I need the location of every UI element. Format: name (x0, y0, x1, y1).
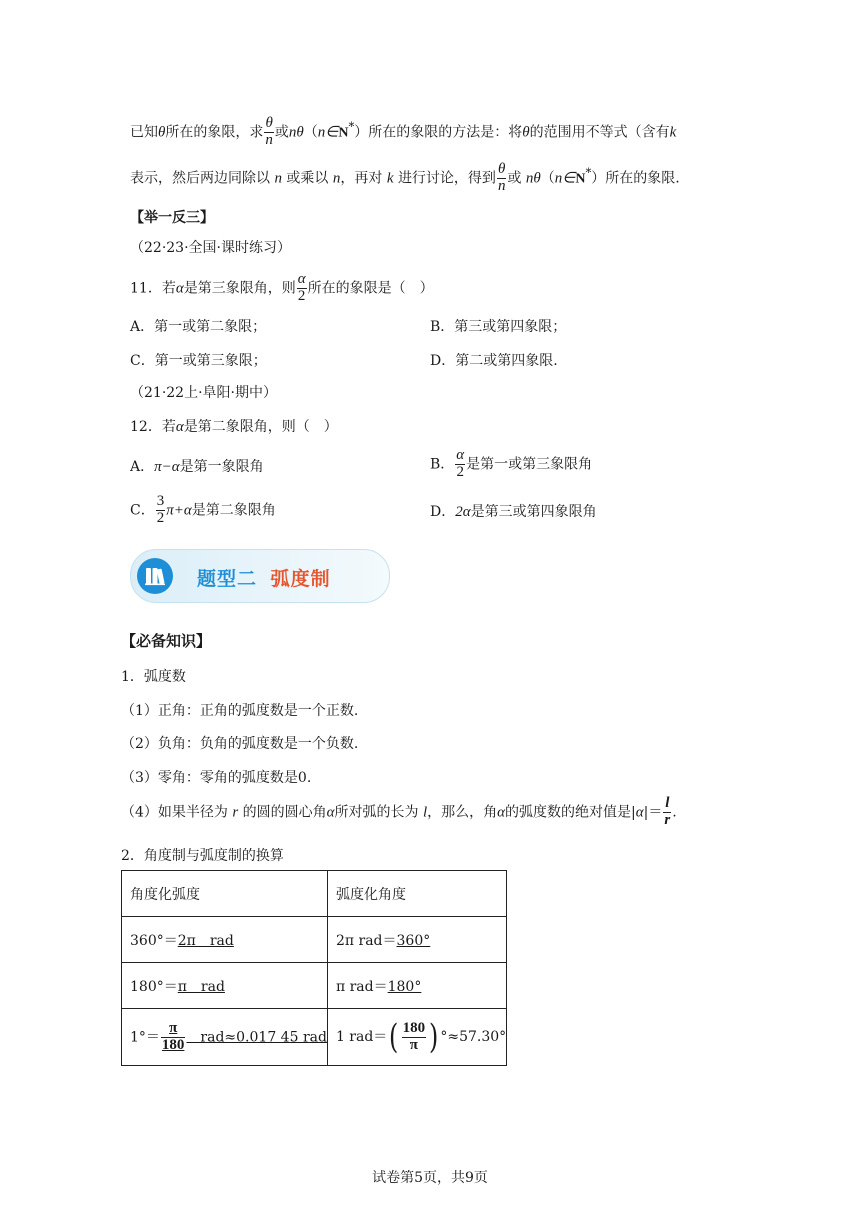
set-N: N (338, 125, 349, 141)
table-row (122, 1009, 507, 1066)
books-icon (137, 558, 173, 594)
knowledge-p2: （2）负角：负角的弧度数是一个负数. (121, 736, 359, 752)
answer-blank: rad≈0.017 45 rad (186, 1029, 327, 1045)
text: 若 (161, 280, 176, 297)
text: 表示，然后两边同除以 (130, 170, 270, 187)
denominator: n (497, 177, 506, 194)
text: 的圆的圆心角 (242, 804, 327, 821)
symbol-k: k (669, 124, 677, 141)
knowledge-p3: （3）零角：零角的弧度数是0. (121, 770, 312, 786)
denominator: 180 (161, 1036, 185, 1053)
expr: π− (154, 459, 172, 475)
set-expr: n∈ (554, 170, 576, 187)
table-cell (327, 917, 506, 963)
text: 已知 (130, 124, 158, 141)
table-row (122, 963, 507, 1009)
option-text: 是第三或第四象限角 (470, 504, 597, 520)
method-line-2: 表示，然后两边同除以 n 或乘以 n，再对 k 进行讨论，得到 $\frac{\theta}{n}$ 或 nθ（n∈N*）所在的象限. (130, 161, 680, 194)
text: 所在的象限是（ ） (307, 280, 434, 297)
option-12-D[interactable] (430, 501, 597, 521)
table-cell (122, 917, 328, 963)
option-label: A． (130, 459, 155, 475)
set-expr: n∈ (317, 124, 339, 141)
fraction-theta-over-n (497, 162, 507, 195)
text: 或乘以 (286, 170, 329, 187)
question-number: 11． (130, 280, 162, 297)
table-header: 弧度化角度 (327, 871, 506, 917)
numerator: α (297, 271, 306, 287)
set-N: N (575, 171, 586, 187)
option-label: B． (430, 456, 455, 473)
text: 所在的象限，求 (165, 124, 264, 141)
option-11-C[interactable]: C．第一或第三象限； (130, 353, 267, 369)
option-11-B[interactable]: B．第三或第四象限； (430, 319, 567, 335)
text: 是第三象限角，则 (183, 280, 296, 297)
denominator: π (409, 1036, 418, 1053)
source-label: （21·22上·阜阳·期中） (130, 385, 277, 401)
banner-title: 题型二 (197, 568, 258, 590)
text: ，再对 (340, 170, 383, 187)
conversion-table (121, 870, 507, 1066)
knowledge-p4: （4）如果半径为 r 的圆的圆心角α所对弧的长为 l，那么，角α的弧度数的绝对值是|α|＝ $\frac{l}{r}$ . (121, 795, 677, 828)
denominator: 2 (456, 463, 464, 480)
option-12-C[interactable] (130, 494, 276, 527)
text: 或 (507, 170, 522, 187)
option-text: 是第一象限角 (179, 459, 264, 475)
question-12-stem (130, 416, 338, 436)
numerator: π (161, 1021, 186, 1038)
text: 1°＝ (130, 1029, 160, 1045)
source-label: （22·23·全国·课时练习） (130, 240, 291, 256)
option-text: 是第一或第三象限角 (466, 456, 593, 473)
table-cell (122, 963, 328, 1009)
symbol-alpha: α (175, 280, 184, 297)
knowledge-item-1: 1．弧度数 (121, 669, 186, 685)
text: （4）如果半径为 (121, 804, 228, 821)
symbol-n: n (288, 124, 297, 141)
answer-blank: 2π rad (177, 932, 234, 949)
section-banner (130, 549, 390, 603)
fraction-180-over-pi (402, 1021, 427, 1054)
knowledge-p1: （1）正角：正角的弧度数是一个正数. (121, 703, 359, 719)
fraction-alpha-over-2 (297, 272, 307, 305)
denominator: 2 (156, 509, 165, 526)
symbol-r: r (232, 804, 239, 821)
text: 所对弧的长为 (334, 804, 419, 821)
text: °≈57.30° (440, 1029, 507, 1045)
page-footer: 试卷第5页，共9页 (372, 1170, 488, 1186)
star: * (585, 165, 592, 180)
numerator: θ (265, 115, 273, 131)
denominator: n (265, 131, 273, 148)
symbol-k: k (386, 170, 394, 187)
answer-blank: π rad (177, 978, 225, 995)
symbol-alpha: α (497, 804, 506, 821)
numerator: 180 (402, 1019, 426, 1036)
table-header: 角度化弧度 (122, 871, 328, 917)
fraction-l-over-r (663, 796, 671, 829)
option-11-A[interactable]: A．第一或第二象限； (130, 319, 267, 335)
denominator: r (664, 811, 671, 828)
symbol-l: l (423, 804, 428, 821)
text: |＝ (643, 804, 663, 821)
text: 180°＝ (130, 978, 178, 995)
symbol-alpha: α (183, 502, 192, 519)
symbol-n: n (332, 170, 341, 187)
text: 360°＝ (130, 932, 178, 949)
symbol-alpha: α (462, 504, 471, 520)
text: ）所在的象限. (591, 170, 680, 187)
symbol-n: n (525, 170, 534, 187)
banner-label (197, 564, 331, 591)
numerator: 3 (156, 493, 165, 509)
coefficient: 2 (455, 504, 463, 520)
text: π rad＝ (335, 978, 388, 995)
text: 的弧度数的绝对值是| (505, 804, 636, 821)
numerator: α (456, 447, 465, 463)
question-number: 12． (130, 419, 162, 435)
option-11-D[interactable]: D．第二或第四象限. (430, 353, 558, 369)
banner-subtitle: 弧度制 (270, 568, 331, 590)
section-heading-knowledge: 【必备知识】 (121, 632, 212, 650)
numerator: l (665, 795, 670, 811)
star: * (348, 119, 355, 134)
denominator: 2 (297, 287, 306, 304)
text: ）所在的象限的方法是：将 (354, 124, 523, 141)
option-12-B[interactable] (430, 448, 592, 481)
table-cell (327, 963, 506, 1009)
fraction-3-over-2 (156, 494, 166, 527)
paren-group: ( $\frac{180}{\pi}$ ) (389, 1017, 439, 1057)
fraction-alpha-over-2 (455, 448, 465, 481)
expr: π+ (166, 502, 184, 519)
symbol-alpha: α (635, 804, 644, 821)
option-text: 是第二象限角 (191, 502, 276, 519)
answer-blank: 360° (396, 932, 431, 949)
symbol-theta: θ (533, 170, 541, 187)
symbol-alpha: α (175, 419, 184, 435)
symbol-theta: θ (522, 124, 530, 141)
option-label: C． (130, 502, 155, 519)
symbol-alpha: α (326, 804, 335, 821)
section-heading-example: 【举一反三】 (130, 210, 214, 226)
text: ，那么，角 (427, 804, 498, 821)
text: 1 rad＝ (335, 1029, 388, 1045)
symbol-theta: θ (296, 124, 304, 141)
table-row (122, 871, 507, 917)
question-11-stem (130, 272, 434, 305)
text: 2π rad＝ (335, 932, 397, 949)
text: 或 (274, 124, 289, 141)
text: 是第二象限角，则（ ） (183, 419, 338, 435)
text: 的范围用不等式（含有 (529, 124, 670, 141)
fraction-theta-over-n (264, 116, 274, 149)
symbol-theta: θ (158, 124, 166, 141)
symbol-alpha: α (171, 459, 180, 475)
fraction-pi-over-180 (161, 1021, 186, 1054)
option-label: D． (430, 504, 456, 520)
option-12-A[interactable] (130, 456, 264, 476)
table-cell (122, 1009, 328, 1066)
numerator: θ (498, 161, 506, 177)
text: 若 (161, 419, 176, 435)
table-cell (327, 1009, 506, 1066)
table-row (122, 917, 507, 963)
method-line-1: 已知θ所在的象限，求 $\frac{\theta}{n}$ 或nθ（n∈N*）所在的象限的方法是：将θ的范围用不等式（含有k (130, 115, 677, 148)
knowledge-item-2: 2．角度制与弧度制的换算 (121, 848, 284, 864)
answer-blank: 180° (387, 978, 422, 995)
symbol-n: n (274, 170, 282, 187)
text: 进行讨论，得到 (397, 170, 496, 187)
